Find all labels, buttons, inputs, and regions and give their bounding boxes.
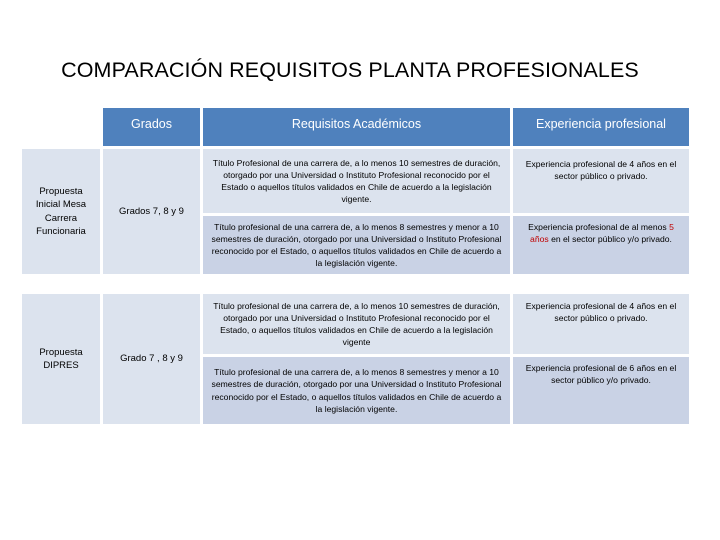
section2-experiencia-b: Experiencia profesional de 6 años en el sector público y/o privado. [513, 357, 689, 424]
header-grados: Grados [103, 108, 200, 146]
section1-requisito-b: Título profesional de una carrera de, a lo menos 8 semestres y menor a 10 semestres de duración, otorgado por una Universidad o Instituto Profesional reconocido por el Estado, o aquellos títulos validados en Chile de acuerdo a la legislación vigente. [203, 216, 510, 274]
section2-requisito-b: Título profesional de una carrera de, a lo menos 8 semestres y menor a 10 semestres de duración, otorgado por una Universidad o Instituto Profesional reconocido por el Estado, o aquellos títulos validados en Chile de acuerdo a la legislación vigente. [203, 357, 510, 424]
section2-requisito-a: Título profesional de una carrera de, a lo menos 10 semestres de duración, otorgado por una Universidad o Instituto Profesional reconocido por el Estado, o aquellos títulos validados en Chile de acuerdo a la legislación vigente [203, 294, 510, 354]
section2-experiencia-a: Experiencia profesional de 4 años en el sector público o privado. [513, 294, 689, 354]
page-title: COMPARACIÓN REQUISITOS PLANTA PROFESIONALES [61, 58, 639, 82]
section2-label: Propuesta DIPRES [22, 294, 100, 424]
section2-grados: Grado 7 , 8 y 9 [103, 294, 200, 424]
header-requisitos: Requisitos Académicos [203, 108, 510, 146]
highlight-years: 5 años [530, 222, 674, 245]
section1-experiencia-b-text: Experiencia profesional de al menos 5 años en el sector público y/o privado. [528, 222, 674, 245]
header-experiencia: Experiencia profesional [513, 108, 689, 146]
section1-label: Propuesta Inicial Mesa Carrera Funcionaria [22, 149, 100, 274]
section1-grados: Grados 7, 8 y 9 [103, 149, 200, 274]
section1-experiencia-a: Experiencia profesional de 4 años en el sector público o privado. [513, 149, 689, 213]
section1-experiencia-b [513, 216, 689, 274]
section1-requisito-a: Título Profesional de una carrera de, a lo menos 10 semestres de duración, otorgado por una Universidad o Instituto Profesional reconocido por el Estado o aquellos títulos validados en Chile de acuerdo a la legislación vigente. [203, 149, 510, 213]
